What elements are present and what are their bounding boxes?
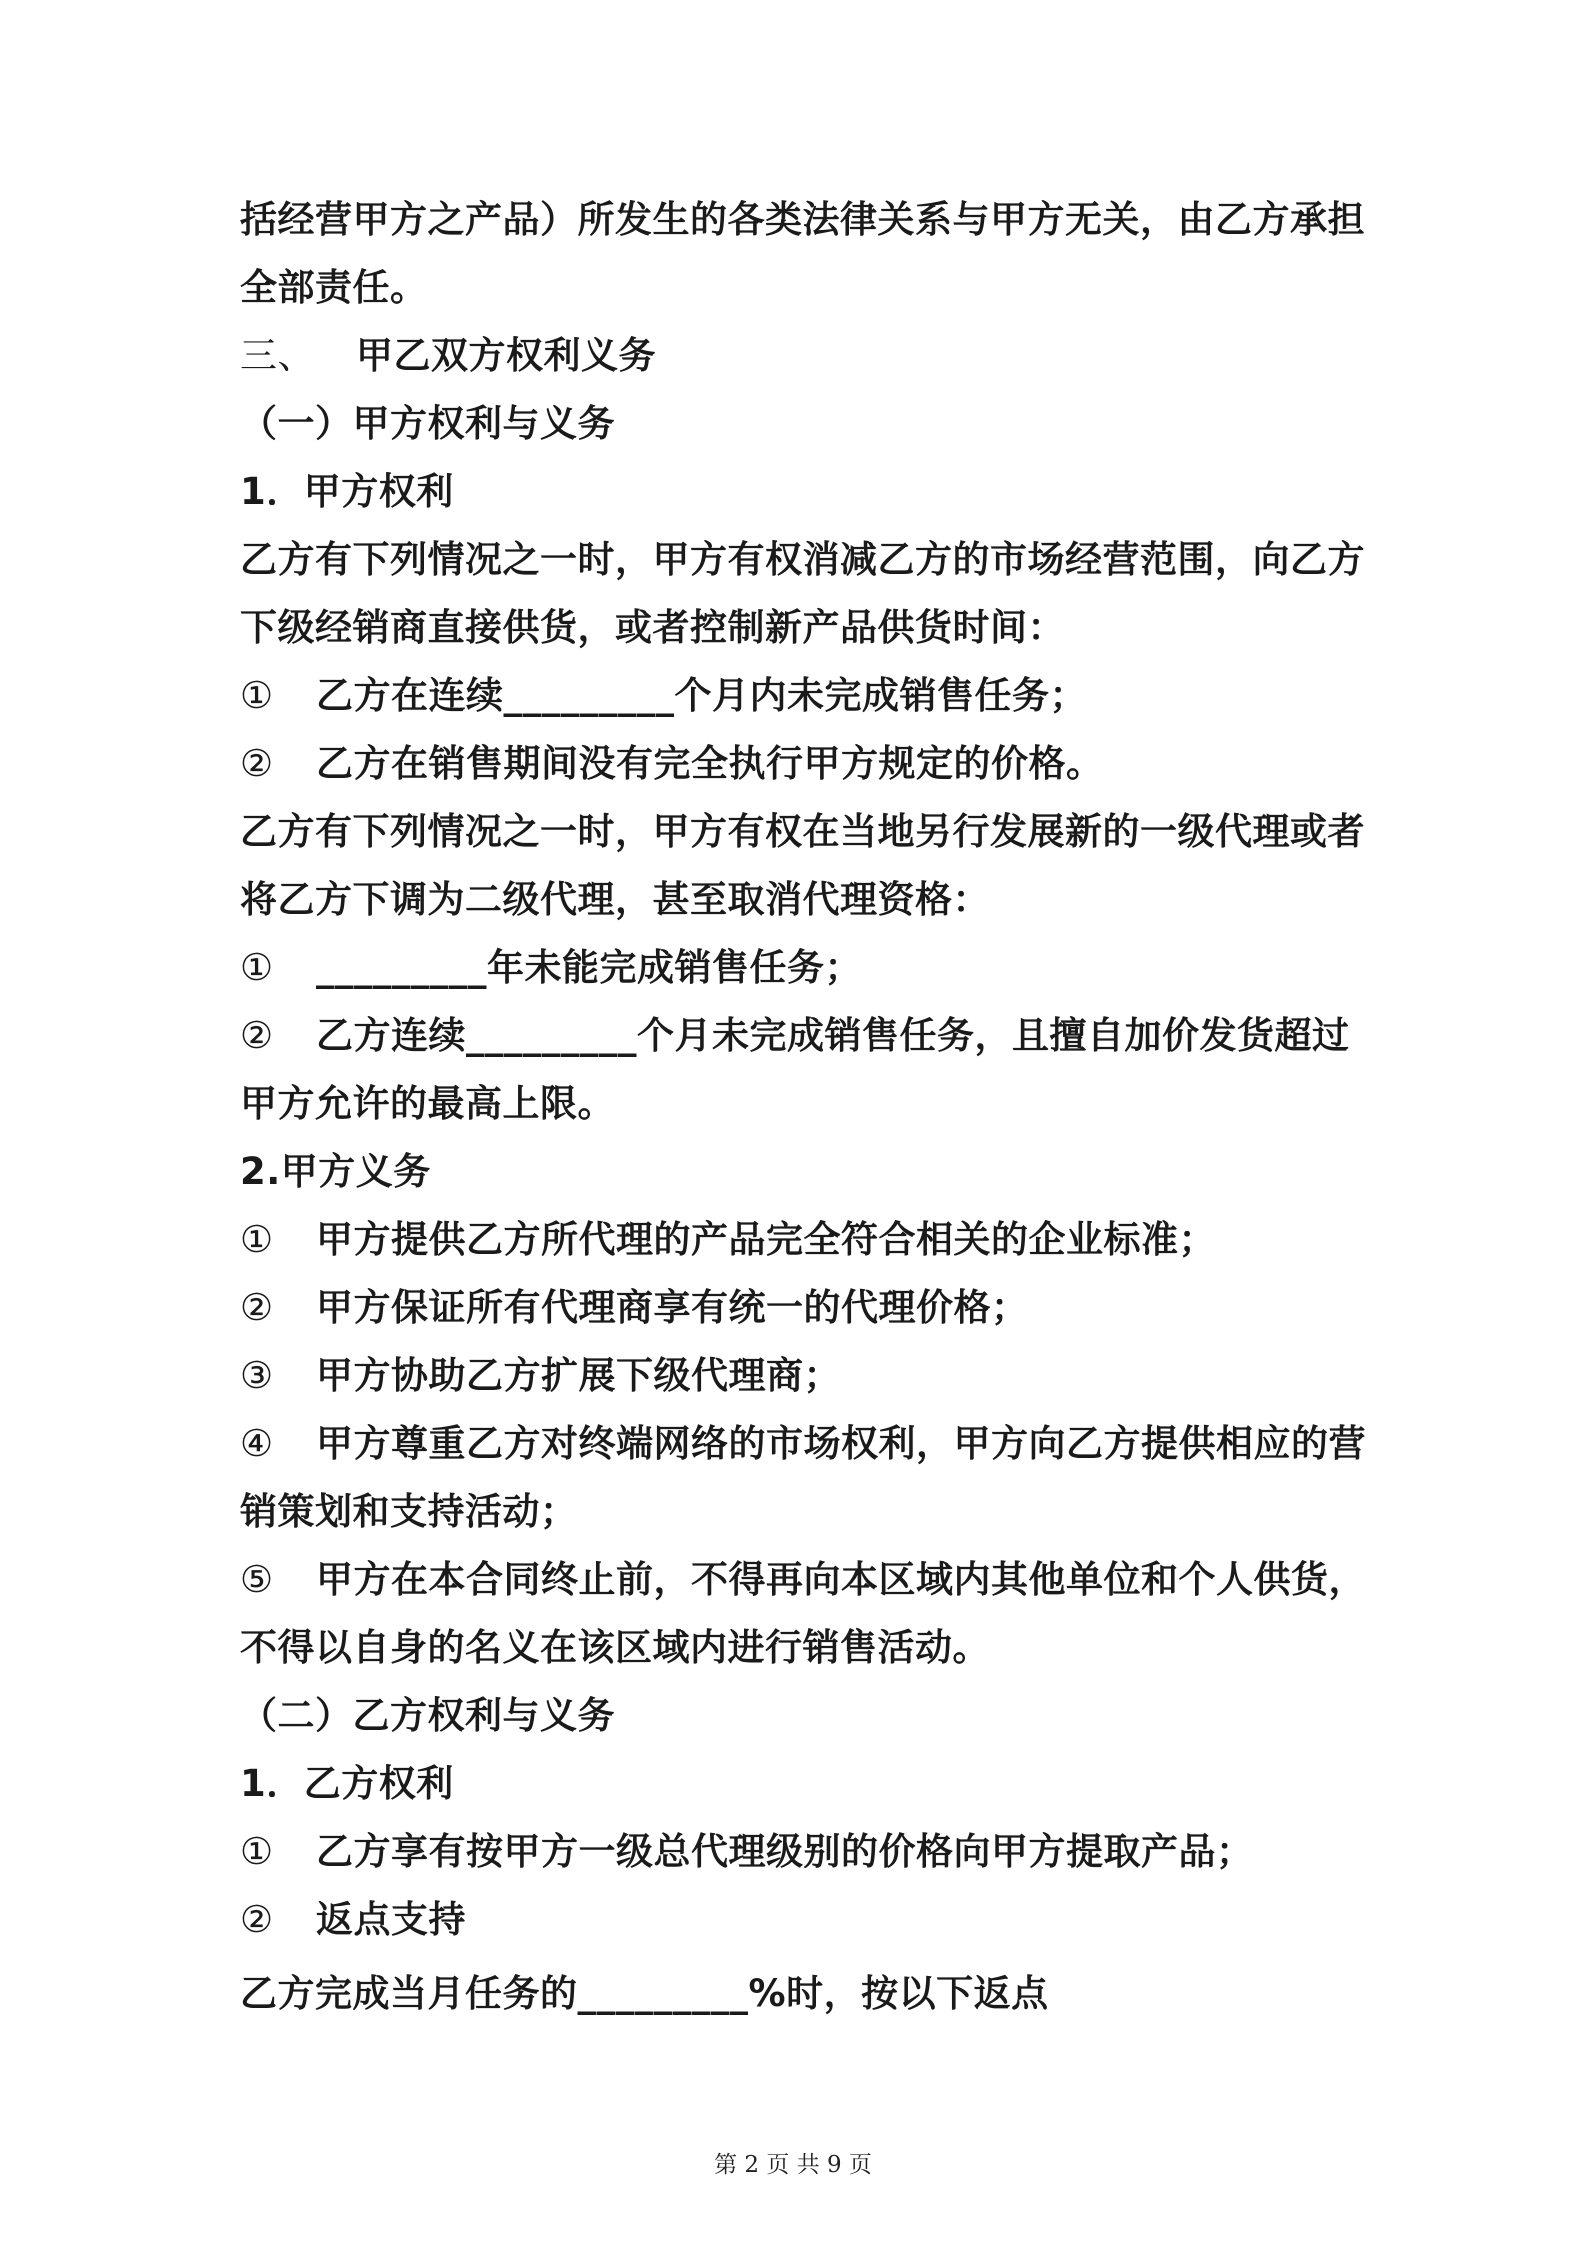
list-item bbox=[240, 934, 1360, 1002]
list-marker: ② bbox=[240, 1286, 274, 1329]
list-text: 乙方连续_________个月未完成销售任务，且擅自加价发货超过 bbox=[316, 1014, 1350, 1057]
list-item bbox=[240, 662, 1360, 730]
list-item bbox=[240, 1274, 1360, 1342]
list-marker: ③ bbox=[240, 1354, 274, 1397]
list-item bbox=[240, 1886, 1360, 1954]
section-title: 甲乙双方权利义务 bbox=[356, 334, 656, 377]
paragraph-line: 乙方有下列情况之一时，甲方有权在当地另行发展新的一级代理或者 bbox=[240, 810, 1365, 853]
list-item bbox=[240, 1342, 1360, 1410]
list-text: 甲方在本合同终止前，不得再向本区域内其他单位和个人供货， bbox=[316, 1558, 1366, 1601]
list-text: 乙方在销售期间没有完全执行甲方规定的价格。 bbox=[316, 742, 1104, 785]
list-text: 甲方协助乙方扩展下级代理商； bbox=[316, 1354, 841, 1397]
list-marker: ② bbox=[240, 1014, 274, 1057]
list-item bbox=[240, 1206, 1360, 1274]
paragraph-line: 乙方有下列情况之一时，甲方有权消减乙方的市场经营范围，向乙方 bbox=[240, 538, 1365, 581]
list-text: 甲方提供乙方所代理的产品完全符合相关的企业标准； bbox=[316, 1218, 1216, 1261]
clause-heading: 2.甲方义务 bbox=[240, 1150, 431, 1193]
clause-heading: 1．乙方权利 bbox=[240, 1762, 454, 1805]
list-text: 甲方尊重乙方对终端网络的市场权利，甲方向乙方提供相应的营 bbox=[316, 1422, 1366, 1465]
list-marker: ⑤ bbox=[240, 1558, 274, 1601]
section-number: 三、 bbox=[240, 334, 315, 377]
list-text: 返点支持 bbox=[316, 1898, 466, 1941]
list-item bbox=[240, 1546, 1366, 1614]
subsection-heading: （二）乙方权利与义务 bbox=[240, 1694, 615, 1737]
list-item bbox=[240, 1410, 1366, 1478]
paragraph-line: 全部责任。 bbox=[240, 266, 428, 309]
paragraph-line: 甲方允许的最高上限。 bbox=[240, 1082, 615, 1125]
list-marker: ② bbox=[240, 1898, 274, 1941]
paragraph-line: 不得以自身的名义在该区域内进行销售活动。 bbox=[240, 1626, 990, 1669]
list-item bbox=[240, 1002, 1360, 1070]
paragraph-line: 括经营甲方之产品）所发生的各类法律关系与甲方无关，由乙方承担 bbox=[240, 198, 1365, 241]
list-marker: ② bbox=[240, 742, 274, 785]
list-text: 甲方保证所有代理商享有统一的代理价格； bbox=[316, 1286, 1029, 1329]
list-marker: ① bbox=[240, 674, 274, 717]
subsection-heading: （一）甲方权利与义务 bbox=[240, 402, 615, 445]
document-body bbox=[240, 186, 1366, 2028]
paragraph-line: 将乙方下调为二级代理，甚至取消代理资格： bbox=[240, 878, 990, 921]
list-marker: ① bbox=[240, 1830, 274, 1873]
list-text: 乙方在连续_________个月内未完成销售任务； bbox=[316, 674, 1087, 717]
clause-heading: 1．甲方权利 bbox=[240, 470, 454, 513]
page-footer: 第 2 页 共 9 页 bbox=[714, 2152, 872, 2178]
paragraph-line: 下级经销商直接供货，或者控制新产品供货时间： bbox=[240, 606, 1065, 649]
list-item bbox=[240, 730, 1360, 798]
list-marker: ① bbox=[240, 946, 274, 989]
list-marker: ① bbox=[240, 1218, 274, 1261]
list-text: _________年未能完成销售任务； bbox=[316, 946, 862, 989]
list-marker: ④ bbox=[240, 1422, 274, 1465]
list-text: 乙方享有按甲方一级总代理级别的价格向甲方提取产品； bbox=[316, 1830, 1254, 1873]
section-heading bbox=[240, 322, 1360, 390]
list-item bbox=[240, 1818, 1360, 1886]
paragraph-line: 销策划和支持活动； bbox=[240, 1490, 578, 1533]
paragraph-line: 乙方完成当月任务的_________%时，按以下返点 bbox=[240, 1972, 1049, 2015]
